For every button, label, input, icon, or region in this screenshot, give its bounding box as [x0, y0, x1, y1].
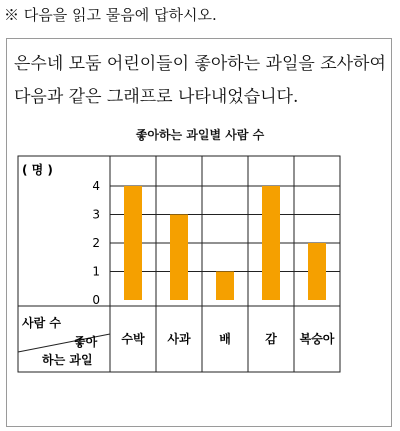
corner-label-top: 사람 수: [22, 316, 61, 330]
category-label-3: 감: [265, 332, 277, 346]
question-text: 은수네 모둠 어린이들이 좋아하는 과일을 조사하여 다음과 같은 그래프로 나타내었습니다.: [14, 54, 386, 107]
chart-title: 좋아하는 과일별 사람 수: [135, 128, 265, 142]
category-label-4: 복숭아: [299, 332, 335, 346]
y-tick-label-2: 2: [92, 236, 100, 250]
bar-1: [170, 215, 188, 301]
instruction-text: ※ 다음을 읽고 물음에 답하시오.: [4, 6, 217, 24]
corner-label-bottom-2: 하는 과일: [42, 353, 93, 367]
bar-4: [308, 243, 326, 300]
y-tick-label-3: 3: [92, 207, 100, 222]
category-label-1: 사과: [167, 332, 191, 346]
bar-3: [262, 186, 280, 300]
bar-0: [124, 186, 142, 300]
y-tick-label-4: 4: [92, 179, 100, 193]
y-tick-label-0: 0: [92, 293, 100, 307]
category-label-2: 배: [219, 332, 231, 346]
category-label-0: 수박: [121, 332, 145, 346]
y-tick-label-1: 1: [92, 264, 100, 279]
corner-label-bottom-1: 좋아: [74, 335, 98, 349]
bar-2: [216, 272, 234, 301]
y-unit-label: ( 명 ): [22, 163, 53, 177]
